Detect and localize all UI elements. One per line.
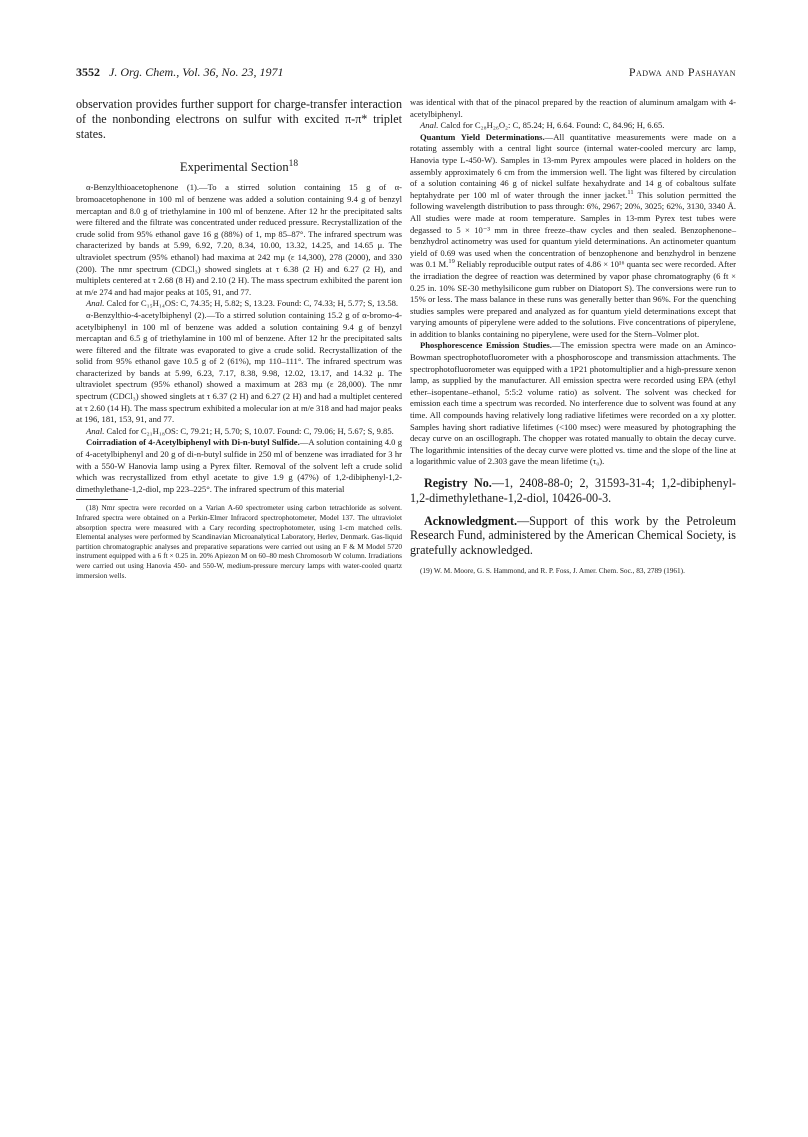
paragraph-coirradiation [76, 437, 402, 495]
acknowledgment-heading: Acknowledgment. [424, 513, 518, 528]
compound-2-heading: α-Benzylthio-4-acetylbiphenyl (2). [86, 309, 207, 320]
right-body [410, 97, 736, 468]
phosphorescence-heading: Phosphorescence Emission Studies. [420, 340, 552, 351]
running-head-left [76, 64, 284, 80]
registry-heading: Registry No. [424, 476, 492, 490]
intro-block [76, 97, 402, 141]
footnote-19-text: (19) W. M. Moore, G. S. Hammond, and R. P. Foss, J. Amer. Chem. Soc., 83, 2789 (1961). [420, 565, 685, 575]
compound-2-text: —To a stirred solution containing 15.2 g of α-bromo-4-acetylbiphenyl in 100 ml of benzene was added a solution containing 9.4 g of benzyl mercaptan and 6.5 g of triethylamine in 100 ml of benzene. After 12 hr the precipitated salts were filtered and the filtrate was evaporated to give a crude solid. Recrystallization of the solid from 95% ethanol gave 10.5 g of 2 (61%), mp 110–111°. The infrared spectrum was characterized by bands at 5.99, 6.23, 7.17, 8.38, 9.98, 12.02, 13.17, and 14.32 μ. The ultraviolet spectrum (95% ethanol) showed a maximum at 283 mμ (ε 28,000). The nmr spectrum (CDCl₃) showed singlets at τ 6.37 (2 H) and 6.27 (2 H) and had a multiplet centered at τ 2.60 (14 H). The mass spectrum exhibited a molecular ion at m/e 318 and had major peaks at 196, 181, 153, 91, and 77. [76, 309, 402, 425]
left-column [76, 97, 402, 580]
paragraph-continuation: was identical with that of the pinacol prepared by the reaction of aluminum amalgam with 4-acetylbiphenyl. [410, 97, 736, 119]
registry-block [410, 476, 736, 506]
compound-2-analysis: Calcd for C₂₁H₁₈OS: C, 79.21; H, 5.70; S, 10.07. Found: C, 79.06; H, 5.67; S, 9.85. [106, 425, 394, 436]
phosphorescence-text: —The emission spectra were made on an Aminco-Bowman spectrophotofluorometer with a phosphoroscope and transmission attachments. The spectrophotofluorometer was equipped with a 1P21 photomultiplier and a high-pressure xenon lamp, as supplied by the manufacturer. All emission spectra were recorded using EPA (ethyl ether–isopentane–ethanol, 5:5:2 volume ratio) as solvent. The solvent was checked for emission each time a spectrum was recorded. No interference due to solvent was found at any time. All compounds having relatively long radiative lifetimes were recorded on a xy plotter. Samples having short radiative lifetimes (<100 msec) were measured by photographing the decay curve on an oscillograph. The chopper was rotated manually to obtain the decay curve. The logarithmic intensities of the decay curve were plotted vs. time and the slope of the line at a logarithmic value of 2.303 gave the mean lifetime (τ₀). [410, 340, 736, 467]
analysis-label: Anal. [86, 298, 105, 309]
section-heading [76, 159, 402, 175]
footnote-19 [410, 566, 736, 576]
coirradiation-heading: Coirradiation of 4-Acetylbiphenyl with Di-n-butyl Sulfide. [86, 437, 300, 448]
footnote-ref-19: 19 [448, 258, 455, 266]
compound-1-heading: α-Benzylthioacetophenone (1). [86, 182, 200, 193]
analysis-label: Anal. [86, 425, 105, 436]
acknowledgment-paragraph [410, 514, 736, 558]
journal-citation: J. Org. Chem., Vol. 36, No. 23, 1971 [109, 65, 284, 79]
footnote-18 [76, 503, 402, 580]
compound-1-analysis: Calcd for C₁₅H₁₄OS: C, 74.35; H, 5.82; S, 13.23. Found: C, 74.33; H, 5.77; S, 13.58. [106, 298, 399, 309]
intro-paragraph: observation provides further support for charge-transfer interaction of the nonbonding electrons on sulfur with excited π-π* triplet states. [76, 97, 402, 141]
registry-text: —1, 2408-88-0; 2, 31593-31-4; 1,2-dibiphenyl-1,2-dimethylethane-1,2-diol, 10426-00-3. [410, 476, 737, 505]
paragraph-compound-1 [76, 182, 402, 298]
section-title: Experimental Section [179, 160, 289, 175]
paragraph-phosphorescence [410, 340, 736, 468]
paragraph-compound-1-analysis [76, 298, 402, 310]
footnote-ref-11: 11 [627, 188, 634, 196]
paragraph-compound-2 [76, 310, 402, 426]
analysis-label: Anal. [420, 120, 439, 131]
coirradiation-text: —A solution containing 4.0 g of 4-acetylbiphenyl and 20 g of di-n-butyl sulfide in 250 ml of benzene was irradiated for 3 hr with a 550-W Hanovia lamp using a Pyrex filter. Removal of the solvent left a crude solid which was recrystallized from ethyl acetate to give 1.9 g (47%) of 1,2-dibiphenyl-1,2-dimethylethane-1,2-diol, mp 223–225°. The infrared spectrum of this material [76, 437, 402, 494]
acknowledgment-text: —Support of this work by the Petroleum Research Fund, administered by the American Chemical Society, is gratefully acknowledged. [410, 513, 736, 558]
right-column [410, 97, 736, 576]
page-header [76, 64, 736, 80]
paragraph-compound-2-analysis [76, 426, 402, 438]
quantum-yield-text-a: —All quantitative measurements were made on a rotating assembly with a central light source (internal water-cooled mercury arc lamp, Hanovia type L-450-W). Samples in 13-mm Pyrex ampoules were placed in holders on the assembly approximately 6 cm from the immersion well. The light was filtered by circulation of a solution containing 46 g of nickel sulfate hexahydrate and 14 g of cobaltous sulfate heptahydrate per 100 ml of water through the inner jacket. [410, 131, 736, 200]
quantum-yield-text-c: Reliably reproducible output rates of 4.86 × 10¹⁶ quanta sec were recorded. After the irradiation the degree of reaction was determined by vapor phase chromatography (6 ft × 0.25 in. 10% SE-30 methylsilicone gum rubber on Diatoport S). The conversions were run to 15% or less. The mass balance in these runs was generally better than 96%. For the quenching studies samples were prepared and analyzed as for quantum yield determinations except that varying amounts of piperylene were added to the solutions. Five concentrations of piperylene, in addition to blanks containing no piperylene, were used for the Stern–Volmer plot. [410, 259, 736, 339]
author-names: Padwa and Pashayan [628, 65, 736, 79]
compound-1-text: —To a stirred solution containing 15 g of α-bromoacetophenone in 100 ml of benzene was added a solution containing 9.4 g of benzyl mercaptan and 8.0 g of triethylamine in 100 ml of benzene. After 12 hr the precipitated salts were filtered and the filtrate was concentrated under reduced pressure. Recrystallization of the crude solid from 95% ethanol gave 16 g (88%) of 1, mp 85–87°. The infrared spectrum was characterized by bands at 5.99, 6.92, 7.20, 8.34, 10.00, 13.32, 14.25, and 14.65 μ. The ultraviolet spectrum (95% ethanol) had maxima at 242 mμ (ε 14,300), 278 (2000), and 330 (200). The nmr spectrum (CDCl₃) showed singlets at τ 6.38 (2 H) and 6.27 (2 H), and multiplets centered at τ 2.68 (8 H) and 2.10 (2 H). The mass spectrum exhibited the parent ion at m/e 274 and had major peaks at 105, 91, and 77. [76, 182, 402, 297]
pinacol-analysis: Calcd for C₂₈H₂₆O₂: C, 85.24; H, 6.64. Found: C, 84.96; H, 6.65. [440, 120, 665, 131]
paragraph-quantum-yield [410, 132, 736, 341]
section-footnote-ref: 18 [288, 159, 299, 170]
paragraph-pinacol-analysis [410, 120, 736, 132]
quantum-yield-text-b: This solution permitted the following wavelength distribution to pass through: 6%, 2967; 20%, 3025; 62%, 3130, 3340 Å. All studies were made at room temperature. Samples in 13-mm Pyrex test tubes were degassed to 5 × 10⁻³ mm in three freeze–thaw cycles and then sealed. Benzophenone–benzhydrol actinometry was used for quantum yield determinations. An actinometer quantum yield of 0.69 was used when the concentration of benzophenone and benzhydrol in benzene was 0.1 M. [410, 189, 737, 270]
experimental-body [76, 182, 402, 495]
footnote-divider [76, 499, 128, 500]
acknowledgment-block [410, 514, 736, 558]
quantum-yield-heading: Quantum Yield Determinations. [420, 131, 545, 142]
footnote-18-text: (18) Nmr spectra were recorded on a Varian A-60 spectrometer using carbon tetrachloride as solvent. Infrared spectra were obtained on a Perkin-Elmer Infracord spectrophotometer, Model 137. The ultraviolet absorption spectra were measured with a Cary recording spectrophotometer, using 1-cm matched cells. Elemental analyses were performed by Scandinavian Microanalytical Laboratory, Herlev, Denmark. Gas-liquid partition chromatographic analyses and preparative separations were carried out using an F & M Model 5720 instrument equipped with a 6 ft × 0.25 in. 20% Apiezon M on 60–80 mesh Chromosorb W column. Irradiations were carried out using Hanovia 450- and 550-W, medium-pressure mercury lamps with water-cooled quartz immersion wells. [76, 503, 402, 580]
registry-paragraph [410, 476, 736, 506]
page-number: 3552 [76, 65, 100, 79]
